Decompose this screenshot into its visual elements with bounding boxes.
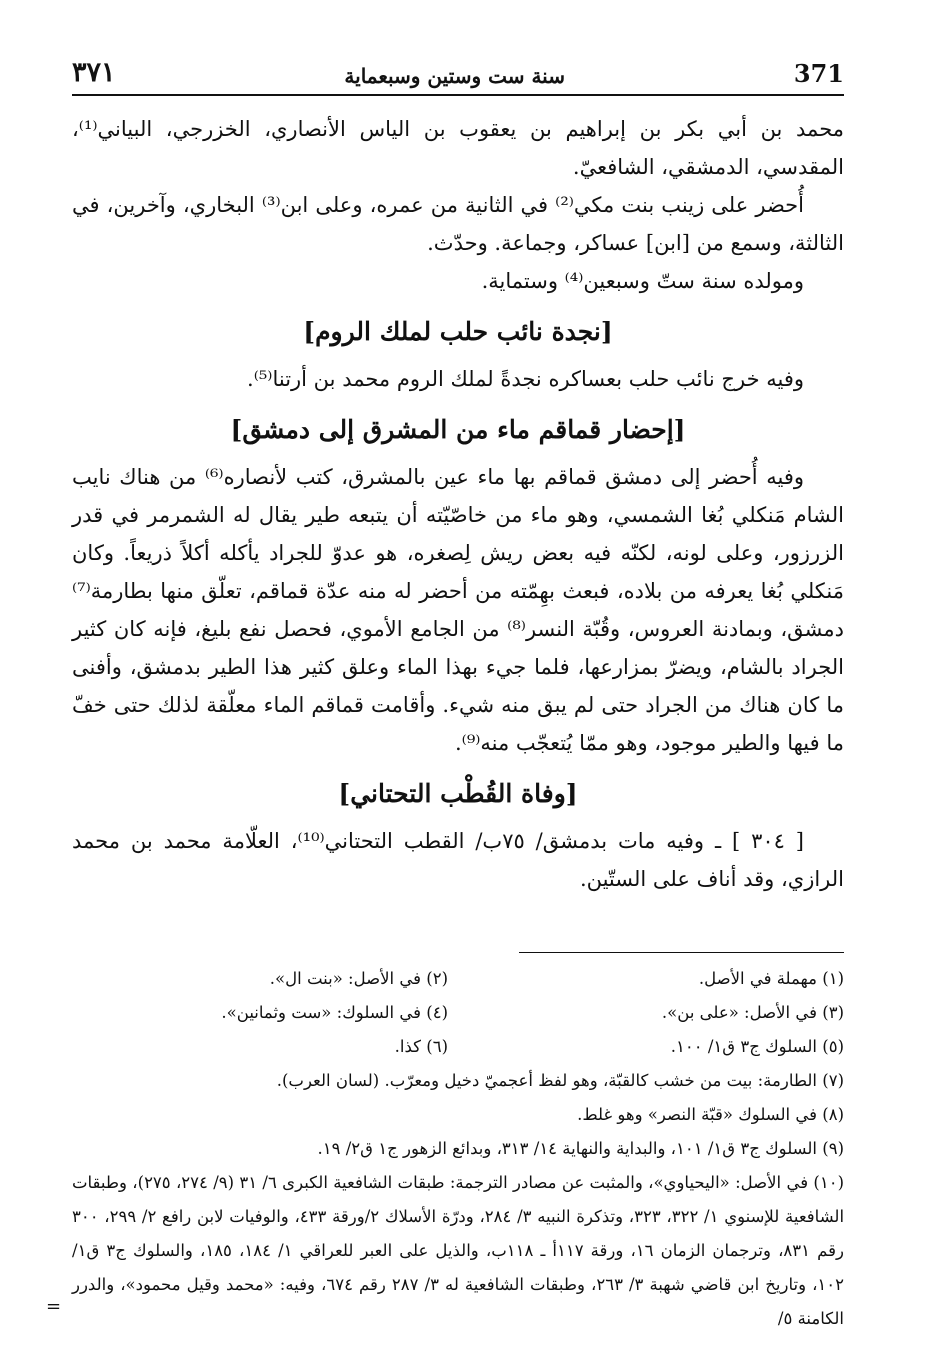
- section-heading-water: [إحضار قماقم ماء من المشرق إلى دمشق]: [230, 415, 686, 444]
- footnote-5: (٥) السلوك ج٣ ق١/ ١٠٠.: [670, 1037, 844, 1056]
- paragraph-water: وفيه أُحضر إلى دمشق قماقم بها ماء عين بالمشرق، كتب لأنصاره⁽⁶⁾ من هناك نايب الشام مَنكلي بُغا الشمسي، وهو ماء من خاصّيّته أن يتبعه طير يقال له الشمرمر في قدر الزرزور، وعلى لونه، لكنّه فيه بعض ريش لِصغره، هو عدوّ للجراد يأكله أكلاً ذريعاً. وكان مَنكلي بُغا يعرفه من بلاده، فبعث بهِمّته من أحضر له منه عدّة قماقم، تعلّق منها بطارمة⁽⁷⁾ دمشق، وبمادنة العروس، وقُبّة النسر⁽⁸⁾ من الجامع الأموي، فحصل نفع بليغ، فإنه كان كثير الجراد بالشام، ويضرّ بمزارعها، فلما جيء بهذا الماء وعلق كثير هذا الطير بدمشق، وأفنى ما كان هناك من الجراد حتى لم يبق منه شيء. وأقامت قماقم الماء معلّقة لذلك حتى خفّ ما فيها والطير موجود، وهو ممّا يُتعجّب منه⁽⁹⁾.: [72, 465, 845, 755]
- paragraph-death: [ ٣٠٤ ] ـ وفيه مات بدمشق/ ٧٥ب/ القطب التحتاني⁽¹⁰⁾، العلّامة محمد بن محمد الرازي، وقد أناف على الستّين.: [72, 829, 844, 891]
- section-heading-aleppo: [نجدة نائب حلب لملك الروم]: [303, 317, 613, 346]
- page-number-latin: 371: [793, 59, 844, 88]
- footnote-9: (٩) السلوك ج٣ ق١/ ١٠١، والبداية والنهاية ١٤/ ٣١٣، وبدائع الزهور ج١ ق٢/ ١٩.: [317, 1139, 844, 1158]
- footnote-divider: [519, 952, 844, 953]
- footnote-8: (٨) في السلوك «قبّة النصر» وهو غلط.: [577, 1105, 844, 1124]
- paragraph-aleppo: وفيه خرج نائب حلب بعساكره نجدةً لملك الروم محمد بن أرتنا⁽⁵⁾.: [247, 367, 804, 391]
- footnote-4: (٤) في السلوك: «ست وثمانين».: [221, 1003, 448, 1022]
- footnote-10: (١٠) في الأصل: «اليحياوي»، والمثبت عن مصادر الترجمة: طبقات الشافعية الكبرى ٦/ ٣١ (٩/ ٢٧٤، ٢٧٥)، وطبقات الشافعية للإسنوي ١/ ٣٢٢، ٣٢٣، وتذكرة النبيه ٣/ ٢٨٤، ودرّة الأسلاك ٢/ورقة ٤٣٣، والوفيات لابن رافع ٢/ ٢٩٩، ٣٠٠ رقم ٨٣١، وترجمان الزمان ١٦، ورقة ١١٧أ ـ ١١٨ب، والذيل على العبر للعراقي ١/ ١٨٤، ١٨٥، والسلوك ج٣ ق١/ ١٠٢، وتاريخ ابن قاضي شهبة ٣/ ٢٦٣، وطبقات الشافعية له ٣/ ٢٨٧ رقم ٦٧٤، وفيه: «محمد وقيل محمود»، والدرر الكامنة ٥/: [72, 1173, 845, 1328]
- paragraph-birth: ومولده سنة ستّ وسبعين⁽⁴⁾ وستماية.: [481, 269, 804, 293]
- footnote-6: (٦) كذا.: [394, 1037, 448, 1056]
- running-title: سنة ست وستين وسبعماية: [344, 64, 565, 88]
- page-header: [72, 52, 844, 96]
- footnote-1: (١) مهملة في الأصل.: [698, 969, 844, 988]
- main-text: [72, 110, 844, 898]
- footnotes: [72, 962, 844, 1336]
- paragraph-studies: أُحضر على زينب بنت مكي⁽²⁾ في الثانية من عمره، وعلى ابن⁽³⁾ البخاري، وآخرين، في الثالثة، وسمع من [ابن] عساكر، وجماعة. وحدّث.: [72, 193, 844, 255]
- paragraph-biography: محمد بن أبي بكر بن إبراهيم بن يعقوب بن الياس الأنصاري، الخزرجي، البياني⁽¹⁾، المقدسي، الدمشقي، الشافعيّ.: [72, 117, 844, 179]
- page-number-arabic: ٣٧١: [72, 57, 116, 88]
- continuation-mark: =: [46, 1296, 62, 1317]
- footnote-7: (٧) الطارمة: بيت من خشب كالقبّة، وهو لفظ أعجميّ دخيل ومعرّب. (لسان العرب).: [276, 1071, 844, 1090]
- footnote-3: (٣) في الأصل: «على بن».: [661, 1003, 844, 1022]
- footnotes-short-grid: [72, 962, 844, 1064]
- section-heading-death: [وفاة القُطْب التحتاني]: [338, 779, 578, 808]
- footnote-2: (٢) في الأصل: «بنت ال».: [269, 969, 448, 988]
